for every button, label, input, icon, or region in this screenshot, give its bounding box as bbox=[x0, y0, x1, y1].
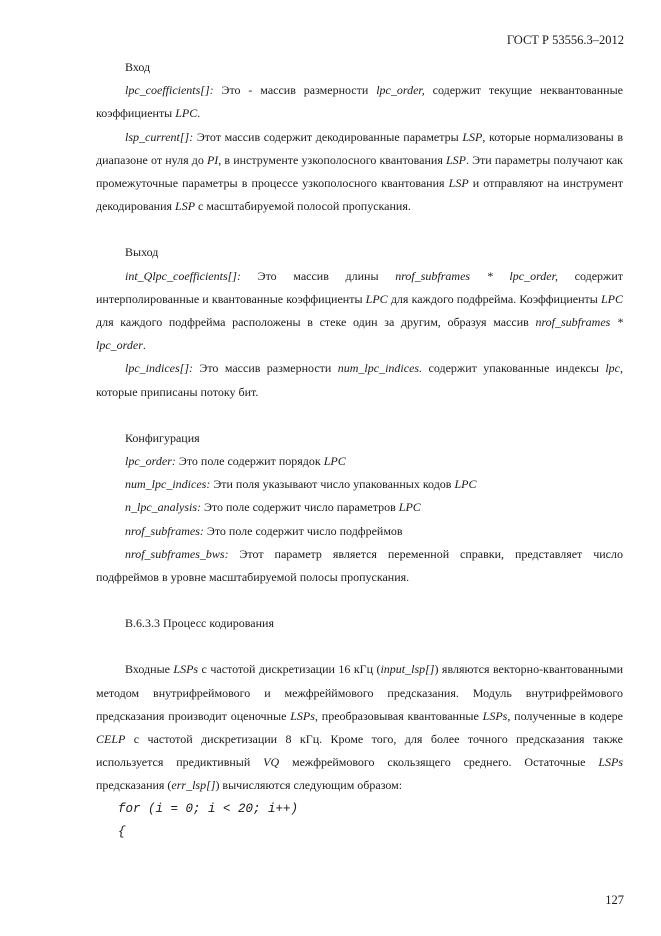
config-section-title: Конфигурация bbox=[125, 430, 200, 445]
param-name: num_lpc_indices: bbox=[125, 477, 211, 492]
config-item-lpc-order: lpc_order: Это поле содержит порядок LPC bbox=[125, 454, 346, 469]
document-standard-header: ГОСТ Р 53556.3–2012 bbox=[506, 33, 624, 47]
spacer bbox=[96, 635, 623, 658]
param-name: int_Qlpc_coefficients[]: bbox=[125, 268, 241, 283]
config-item-nrof-subframes-bws: nrof_subframes_bws: Этот параметр является переменной справки, представляет число подфреймов в уровне масштабируемой полосы пропускания. bbox=[96, 546, 623, 585]
config-item-n-lpc-analysis: n_lpc_analysis: Это поле содержит число параметров LPC bbox=[125, 500, 421, 515]
output-section-title: Выход bbox=[125, 245, 159, 260]
page-number: 127 bbox=[605, 893, 624, 907]
param-name: lpc_indices[]: bbox=[125, 361, 193, 376]
param-name: nrof_subframes_bws: bbox=[125, 546, 229, 561]
config-item-nrof-subframes: nrof_subframes: Это поле содержит число подфреймов bbox=[125, 523, 403, 538]
output-item-lpc-indices: lpc_indices[]: Это массив размерности num_lpc_indices. содержит упакованные индексы lpc, которые приписаны потоку бит. bbox=[96, 361, 623, 399]
section-heading: В.6.3.3 Процесс кодирования bbox=[125, 616, 274, 631]
param-name: lpc_order: bbox=[125, 454, 176, 469]
spacer bbox=[96, 218, 623, 241]
process-paragraph: Входные LSPs с частотой дискретизации 16 кГц (input_lsp[]) являются векторно-квантованными методом внутрифреймового и межфрейймового предсказания. Модуль внутрифреймового предсказания производит оценочные LSPs, преобразовывая квантованные LSPs, полученные в кодере CELP с частотой дискретизации 8 кГц. Кроме того, для более точного предсказания также используется предиктивный VQ межфреймового скользящего среднего. Остаточные LSPs предсказания (err_lsp[]) вычисляются следующим образом: bbox=[96, 662, 623, 793]
param-name: n_lpc_analysis: bbox=[125, 500, 201, 515]
input-section-title: Вход bbox=[125, 60, 151, 74]
param-name: nrof_subframes: bbox=[125, 523, 204, 538]
input-item-lpc-coefficients: lpc_coefficients[]: Это - массив размерности lpc_order, содержит текущие неквантованные коэффициенты LPC. bbox=[96, 83, 623, 121]
page-body bbox=[96, 56, 623, 844]
input-item-lsp-current: lsp_current[]: Этот массив содержит декодированные параметры LSP, которые нормализованы в диапазоне от нуля до PI, в инструменте узкополосного квантования LSP. Эти параметры получают как промежуточные параметры в процессе узкополосного квантования LSP и отправляют на инструмент декодирования LSP с масштабируемой полосой пропускания. bbox=[96, 129, 623, 214]
output-item-int-qlpc-coefficients: int_Qlpc_coefficients[]: Это массив длины nrof_subframes * lpc_order, содержит интерполированные и квантованные коэффициенты LPC для каждого подфрейма. Коэффициенты LPC для каждого подфрейма расположены в стеке один за другим, образуя массив nrof_subframes * lpc_order. bbox=[96, 268, 624, 353]
param-name: lsp_current[]: bbox=[125, 129, 194, 144]
code-line: for (i = 0; i < 20; i++) bbox=[118, 801, 299, 816]
spacer bbox=[96, 589, 623, 612]
code-line: { bbox=[118, 824, 126, 839]
config-item-num-lpc-indices: num_lpc_indices: Эти поля указывают число упакованных кодов LPC bbox=[125, 477, 477, 492]
spacer bbox=[96, 404, 623, 427]
param-name: lpc_coefficients[]: bbox=[125, 83, 214, 98]
